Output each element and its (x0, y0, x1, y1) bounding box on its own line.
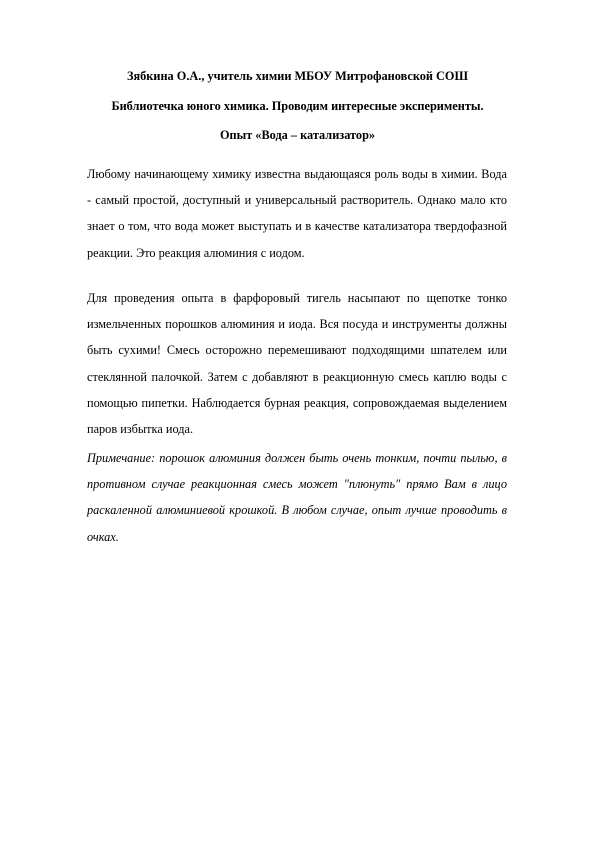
intro-paragraph: Любому начинающему химику известна выдающаяся роль воды в химии. Вода - самый простой, доступный и универсальный растворитель. Однако мало кто знает о том, что вода может выступать и в качестве катализатора твердофазной реакции. Это реакция алюминия с иодом. (87, 167, 507, 260)
author-line: Зябкина О.А., учитель химии МБОУ Митрофановской СОШ (126, 69, 469, 83)
procedure-paragraph: Для проведения опыта в фарфоровый тигель насыпают по щепотке тонко измельченных порошков алюминия и иода. Вся посуда и инструменты должны быть сухими! Смесь осторожно перемешивают подходящими шпателем или стеклянной палочкой. Затем с добавляют в реакционную смесь каплю воды с помощью пипетки. Наблюдается бурная реакция, сопровождаемая выделением паров избытка иода. (87, 291, 507, 437)
experiment-title: Опыт «Вода – катализатор» (219, 128, 376, 142)
document-subtitle: Библиотечка юного химика. Проводим интересные эксперименты. (111, 99, 484, 113)
safety-note: Примечание: порошок алюминия должен быть очень тонким, почти пылью, в противном случае реакционная смесь может "плюнуть" прямо Вам в лицо раскаленной алюминиевой крошкой. В любом случае, опыт лучше проводить в очках. (87, 451, 507, 544)
